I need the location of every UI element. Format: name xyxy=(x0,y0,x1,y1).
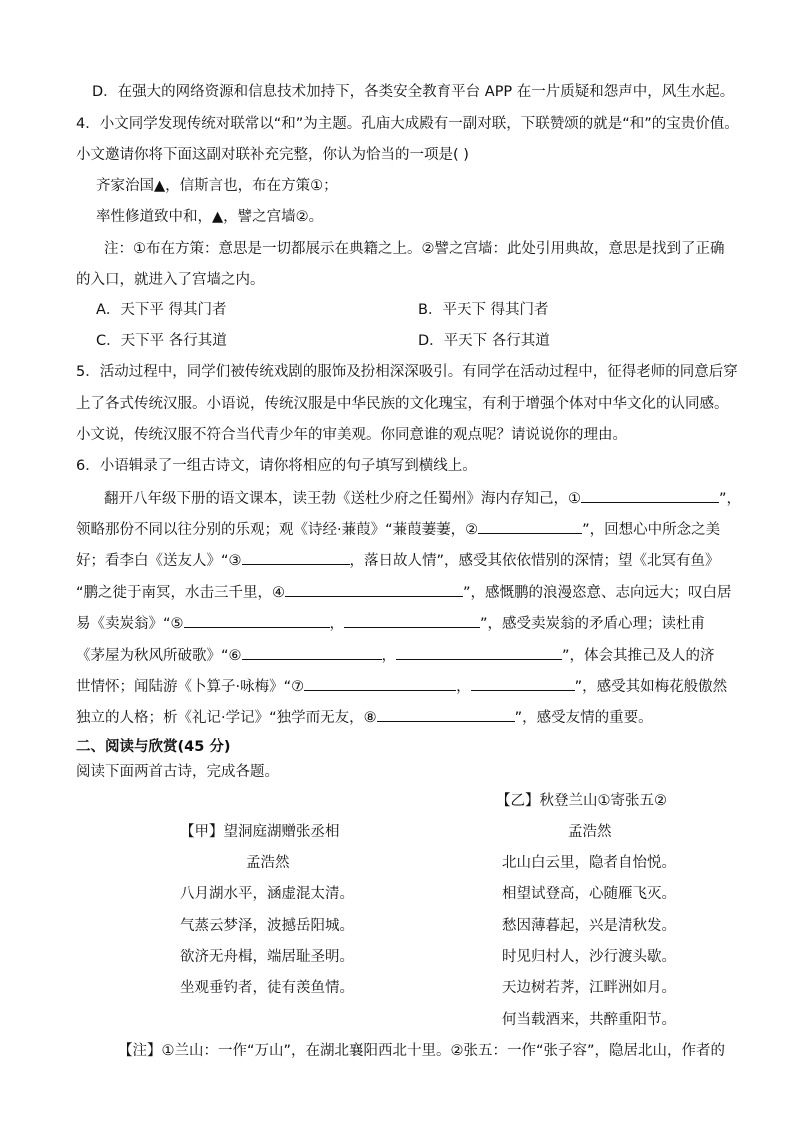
fill-line-3 xyxy=(76,550,720,571)
poem-a-line: 欲济无舟楫，端居耻圣明。 xyxy=(180,949,354,965)
blank-number-3: ③ xyxy=(228,553,242,569)
fill-text: ”，回想心中所念之美 xyxy=(582,522,721,538)
blank-6b[interactable] xyxy=(396,645,562,660)
option-c: C．天下平 各行其道 xyxy=(96,333,227,349)
couplet-note: 注：①布在方策：意思是一切都展示在典籍之上。②譬之宫墙：此处引用典故，意思是找到了正确 xyxy=(104,241,725,257)
poem-b-author: 孟浩然 xyxy=(568,824,612,840)
fill-line-1 xyxy=(104,488,741,509)
blank-6a[interactable] xyxy=(242,645,382,660)
fill-line-4 xyxy=(76,582,732,603)
fill-text: ”，感受其如梅花般傲然 xyxy=(574,679,728,695)
blank-3[interactable] xyxy=(242,550,350,565)
blank-number-7: ⑦ xyxy=(291,679,305,695)
blank-7a[interactable] xyxy=(304,676,456,691)
question-5-line-1: 5．活动过程中，同学们被传统戏剧的服饰及扮相深深吸引。有同学在活动过程中，征得老师的同意后穿 xyxy=(76,364,738,380)
fill-text: 好；看李白《送友人》“ xyxy=(76,553,229,569)
fill-line-5 xyxy=(76,613,705,634)
option-d: D．平天下 各行其道 xyxy=(418,333,550,349)
blank-1[interactable] xyxy=(581,488,719,503)
section-2-instruction: 阅读下面两首古诗，完成各题。 xyxy=(76,764,279,780)
poem-a-line: 气蒸云梦泽，波撼岳阳城。 xyxy=(180,918,354,934)
fill-text: ，落日故人情”，感受其依依惜别的深情；望《北冥有鱼》 xyxy=(349,553,720,569)
question-5-line-3: 小文说，传统汉服不符合当代青少年的审美观。你同意谁的观点呢？请说说你的理由。 xyxy=(76,427,627,443)
blank-number-4: ④ xyxy=(272,585,286,601)
fill-text: ， xyxy=(456,679,471,695)
blank-5b[interactable] xyxy=(344,613,480,628)
question-5-line-2: 上了各式传统汉服。小语说，传统汉服是中华民族的文化瑰宝，有利于增强个体对中华文化的认同感。 xyxy=(76,396,729,412)
poem-b-line: 相望试登高，心随雁飞灭。 xyxy=(502,886,676,902)
fill-text: ”， xyxy=(719,491,742,507)
couplet-note-continued: 的入口，就进入了宫墙之内。 xyxy=(76,272,265,288)
blank-number-8: ⑧ xyxy=(363,710,377,726)
poem-a-line: 八月湖水平，涵虚混太清。 xyxy=(180,886,354,902)
section-2-heading: 二、阅读与欣赏(45 分) xyxy=(76,739,231,755)
question-4-prompt: 小文邀请你将下面这副对联补充完整，你认为恰当的一项是( ) xyxy=(76,147,469,163)
poem-a-line: 坐观垂钓者，徒有羡鱼情。 xyxy=(180,980,354,996)
fill-text: 易《卖炭翁》“ xyxy=(76,616,171,632)
option-a: A．天下平 得其门者 xyxy=(96,302,227,318)
poem-a-title: 【甲】望洞庭湖赠张丞相 xyxy=(180,824,340,840)
poem-b-line: 北山白云里，隐者自怡悦。 xyxy=(502,855,676,871)
poem-b-line: 愁因薄暮起，兴是清秋发。 xyxy=(502,918,676,934)
blank-8[interactable] xyxy=(377,707,515,722)
couplet-line-1: 齐家治国▲，信斯言也，布在方策①； xyxy=(96,178,338,194)
fill-text: ”，感受友情的重要。 xyxy=(514,710,653,726)
fill-text: ， xyxy=(329,616,345,632)
blank-number-6: ⑥ xyxy=(228,648,242,664)
fill-text: ”，体会其推己及人的济 xyxy=(562,648,715,664)
fill-line-6 xyxy=(76,645,715,666)
blank-number-1: ① xyxy=(568,491,581,507)
question-4-stem: 4．小文同学发现传统对联常以“和”为主题。孔庙大成殿有一副对联，下联赞颂的就是“和”的宝贵价值。 xyxy=(76,116,739,132)
poem-b-line: 何当载酒来，共醉重阳节。 xyxy=(502,1012,676,1028)
blank-number-5: ⑤ xyxy=(170,616,184,632)
poem-b-line: 时见归村人，沙行渡头歇。 xyxy=(502,949,676,965)
option-b: B．平天下 得其门者 xyxy=(418,302,549,318)
fill-text: ”，感慨鹏的浪漫恣意、志向远大；叹白居 xyxy=(463,585,732,601)
fill-text: 独立的人格；析《礼记·学记》“独学而无友， xyxy=(76,710,364,726)
option-d-text: D．在强大的网络资源和信息技术加持下，各类安全教育平台 APP 在一片质疑和怨声中，风生水起。 xyxy=(92,84,735,100)
fill-text: 翻开八年级下册的语文课本，读王勃《送杜少府之任蜀州》海内存知己， xyxy=(104,491,568,507)
fill-text: 世情怀；闻陆游《卜算子·咏梅》“ xyxy=(76,679,292,695)
blank-5a[interactable] xyxy=(184,613,330,628)
blank-7b[interactable] xyxy=(471,676,575,691)
blank-number-2: ② xyxy=(465,522,479,538)
poem-b-title: 【乙】秋登兰山①寄张五② xyxy=(496,793,667,809)
couplet-line-2: 率性修道致中和，▲，譬之宫墙②。 xyxy=(96,209,324,225)
fill-line-8 xyxy=(76,707,653,728)
blank-2[interactable] xyxy=(478,519,582,534)
poem-note: 【注】①兰山：一作“万山”，在湖北襄阳西北十里。②张五：一作“张子容”，隐居北山，作者的 xyxy=(118,1043,726,1059)
blank-4[interactable] xyxy=(285,582,463,597)
question-6-stem: 6．小语辑录了一组古诗文，请你将相应的句子填写到横线上。 xyxy=(76,458,477,474)
fill-text: “鹏之徙于南冥，水击三千里， xyxy=(76,585,273,601)
fill-text: ”，感受卖炭翁的矛盾心理；读杜甫 xyxy=(480,616,706,632)
fill-text: 《茅屋为秋风所破歌》“ xyxy=(76,648,229,664)
fill-line-7 xyxy=(76,676,727,697)
fill-line-2 xyxy=(76,519,720,540)
poem-a-author: 孟浩然 xyxy=(246,855,290,871)
poem-b-line: 天边树若荠，江畔洲如月。 xyxy=(502,980,676,996)
fill-text: 领略那份不同以往分别的乐观；观《诗经·蒹葭》“蒹葭萋萋， xyxy=(76,522,466,538)
fill-text: ， xyxy=(381,648,397,664)
